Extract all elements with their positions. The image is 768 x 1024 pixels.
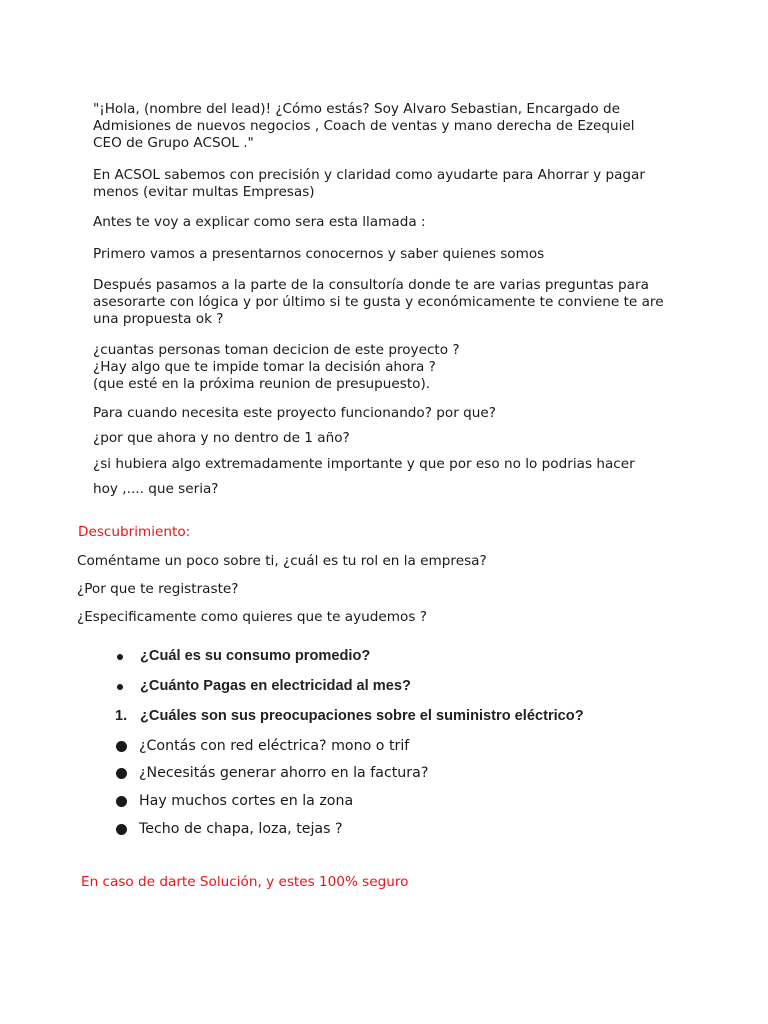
question-important: ¿si hubiera algo extremadamente importante y que por eso no lo podrias hacer	[93, 456, 635, 472]
after-line: Después pasamos a la parte de la consultoría donde te are varias preguntas para	[93, 277, 649, 293]
explain-paragraph: Antes te voy a explicar como sera esta llamada :	[93, 214, 426, 230]
question-line: ¿Hay algo que te impide tomar la decisión ahora ?	[93, 359, 436, 375]
bullet-marker	[117, 676, 123, 696]
list-item	[116, 819, 376, 839]
discovery-question-role: Coméntame un poco sobre ti, ¿cuál es tu rol en la empresa?	[77, 553, 487, 569]
bullet-marker	[116, 763, 127, 785]
question-line: ¿cuantas personas toman decicion de este proyecto ?	[93, 342, 460, 358]
first-paragraph: Primero vamos a presentarnos conocernos y saber quienes somos	[93, 246, 545, 262]
acsol-line: En ACSOL sabemos con precisión y claridad como ayudarte para Ahorrar y pagar	[93, 167, 645, 183]
list-item	[116, 791, 376, 811]
bullet-marker	[117, 646, 123, 666]
bullet-marker	[116, 736, 127, 758]
bullet-text: ¿Cuál es su consumo promedio?	[140, 648, 371, 664]
bullet-text: ¿Cuánto Pagas en electricidad al mes?	[140, 678, 411, 694]
questions-group	[93, 342, 460, 393]
after-paragraph	[93, 277, 664, 328]
question-today: hoy ,.... que seria?	[93, 481, 219, 497]
list-item	[115, 706, 635, 726]
after-line: una propuesta ok ?	[93, 311, 224, 327]
greeting-line: "¡Hola, (nombre del lead)! ¿Cómo estás? Soy Alvaro Sebastian, Encargado de	[93, 101, 620, 117]
discovery-question-registered: ¿Por que te registraste?	[77, 581, 239, 597]
list-item	[116, 763, 456, 783]
greeting-line: Admisiones de nuevos negocios , Coach de ventas y mano derecha de Ezequiel	[93, 118, 635, 134]
question-line: (que esté en la próxima reunion de presupuesto).	[93, 376, 431, 392]
question-why-now: ¿por que ahora y no dentro de 1 año?	[93, 430, 350, 446]
discovery-heading: Descubrimiento:	[78, 524, 191, 540]
bullet-marker	[116, 819, 127, 841]
acsol-paragraph	[93, 167, 645, 201]
list-item	[117, 646, 437, 666]
bullet-marker	[116, 791, 127, 813]
solution-heading: En caso de darte Solución, y estes 100% seguro	[81, 874, 409, 890]
greeting-paragraph	[93, 101, 635, 152]
discovery-question-help: ¿Especificamente como quieres que te ayudemos ?	[77, 609, 427, 625]
question-when: Para cuando necesita este proyecto funcionando? por que?	[93, 405, 496, 421]
bullet-text: ¿Contás con red eléctrica? mono o trif	[139, 738, 410, 754]
bullet-text: Techo de chapa, loza, tejas ?	[139, 821, 343, 837]
list-number: 1.	[115, 708, 128, 724]
bullet-text: ¿Necesitás generar ahorro en la factura?	[139, 765, 429, 781]
list-item	[117, 676, 447, 696]
after-line: asesorarte con lógica y por último si te gusta y económicamente te conviene te are	[93, 294, 664, 310]
list-item	[116, 736, 446, 756]
numbered-text: ¿Cuáles son sus preocupaciones sobre el suministro eléctrico?	[140, 708, 584, 724]
bullet-text: Hay muchos cortes en la zona	[139, 793, 354, 809]
acsol-line: menos (evitar multas Empresas)	[93, 184, 315, 200]
greeting-line: CEO de Grupo ACSOL ."	[93, 135, 254, 151]
